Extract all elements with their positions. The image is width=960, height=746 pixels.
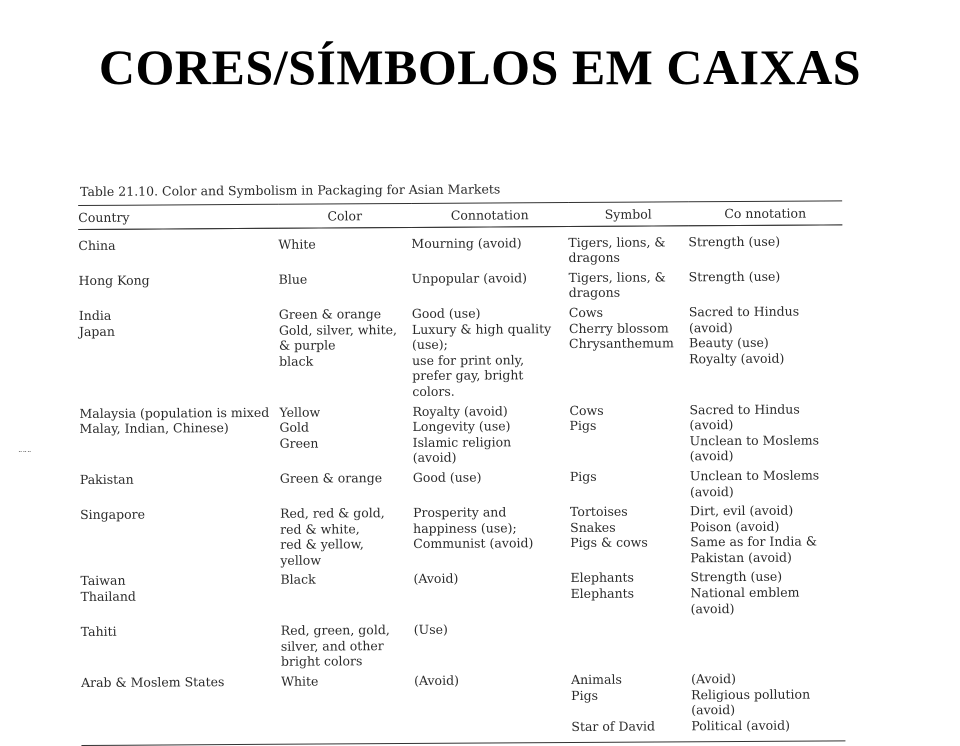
cell-color: Blue	[278, 271, 308, 287]
cell-symbol: Tigers, lions, & dragons	[568, 269, 666, 301]
scanned-table	[78, 175, 845, 746]
table-row	[79, 299, 844, 401]
margin-marks: ¨¨¨	[18, 451, 32, 461]
cell-connotation: (Avoid)	[414, 672, 459, 688]
table-row	[79, 397, 843, 468]
table-row	[80, 463, 844, 503]
cell-symbol-connotation: Strength (use)	[688, 268, 781, 285]
cell-symbol-connotation: Dirt, evil (avoid) Poison (avoid) Same as for India & Pakistan (avoid)	[689, 502, 818, 566]
cell-country: Pakistan	[79, 471, 134, 487]
cell-symbol: Pigs	[569, 468, 597, 484]
cell-connotation: Unpopular (avoid)	[411, 270, 528, 286]
cell-color: Red, red & gold, red & white, red & yellow, yellow	[279, 505, 385, 568]
cell-country: China	[78, 237, 116, 253]
header-symbol-connotation: Co nnotation	[724, 205, 807, 222]
cell-color: White	[281, 673, 319, 689]
cell-symbol-connotation	[691, 616, 845, 668]
cell-color: Red, green, gold, silver, and other bright colors	[280, 622, 390, 670]
slide-title: CORES/SÍMBOLOS EM CAIXAS	[98, 39, 862, 95]
cell-symbol: Tigers, lions, & dragons	[568, 234, 666, 266]
cell-connotation: Mourning (avoid)	[411, 234, 522, 251]
cell-symbol: Cows Pigs	[569, 402, 604, 434]
header-connotation: Connotation	[450, 207, 529, 223]
cell-connotation: Royalty (avoid) Longevity (use) Islamic religion (avoid)	[412, 402, 512, 466]
cell-symbol: Tortoises Snakes Pigs & cows	[569, 503, 648, 551]
cell-connotation: (Avoid)	[413, 571, 459, 587]
cell-country: Malaysia (population is mixed Malay, Indian, Chinese)	[79, 404, 270, 437]
cell-country: Hong Kong	[78, 272, 150, 288]
cell-connotation: Prosperity and happiness (use); Communist (avoid)	[412, 504, 534, 552]
cell-symbol: Cows Cherry blossom Chrysanthemum	[568, 304, 674, 352]
table-row	[81, 616, 845, 671]
header-color: Color	[327, 208, 363, 224]
cell-country: Singapore	[79, 506, 146, 523]
table-row	[80, 565, 844, 620]
table-caption: Table 21.10. Color and Symbolism in Packaging for Asian Markets	[80, 181, 501, 199]
cell-connotation: Good (use) Luxury & high quality (use); use for print only, prefer gay, bright colors.	[411, 305, 552, 399]
cell-symbol: Elephants Elephants	[570, 570, 635, 602]
table-row	[79, 264, 843, 304]
table-row	[80, 498, 844, 569]
cell-color: Yellow Gold Green	[279, 404, 321, 451]
table-bottom-rule	[81, 741, 845, 746]
table-row	[78, 224, 842, 268]
cell-symbol-connotation: Strength (use)	[688, 233, 781, 249]
cell-symbol-connotation: Strength (use) National emblem (avoid)	[690, 569, 800, 616]
cell-country: Tahiti	[80, 624, 117, 640]
header-symbol: Symbol	[604, 206, 652, 222]
cell-country: Taiwan Thailand	[80, 573, 136, 605]
cell-symbol-connotation: Sacred to Hindus (avoid) Beauty (use) Royalty (avoid)	[688, 303, 800, 367]
cell-color: Green & orange	[279, 470, 383, 486]
color-symbolism-table	[78, 200, 845, 737]
cell-country: India Japan	[78, 307, 115, 339]
cell-connotation: (Use)	[413, 621, 448, 638]
cell-connotation: Good (use)	[412, 469, 482, 485]
cell-symbol	[571, 617, 691, 669]
cell-color: Black	[280, 572, 316, 588]
cell-symbol: Animals Pigs Star of David	[571, 671, 656, 734]
cell-symbol-connotation: Unclean to Moslems (avoid)	[689, 467, 820, 499]
cell-country: Arab & Moslem States	[81, 674, 225, 691]
cell-color: Green & orange Gold, silver, white, & purple black	[278, 306, 397, 369]
cell-symbol-connotation: Sacred to Hindus (avoid) Unclean to Moslems (avoid)	[689, 401, 820, 464]
table-row	[81, 666, 845, 737]
header-country: Country	[78, 209, 130, 225]
cell-symbol-connotation: (Avoid) Religious pollution (avoid) Political (avoid)	[691, 671, 811, 734]
cell-color: White	[278, 236, 316, 252]
